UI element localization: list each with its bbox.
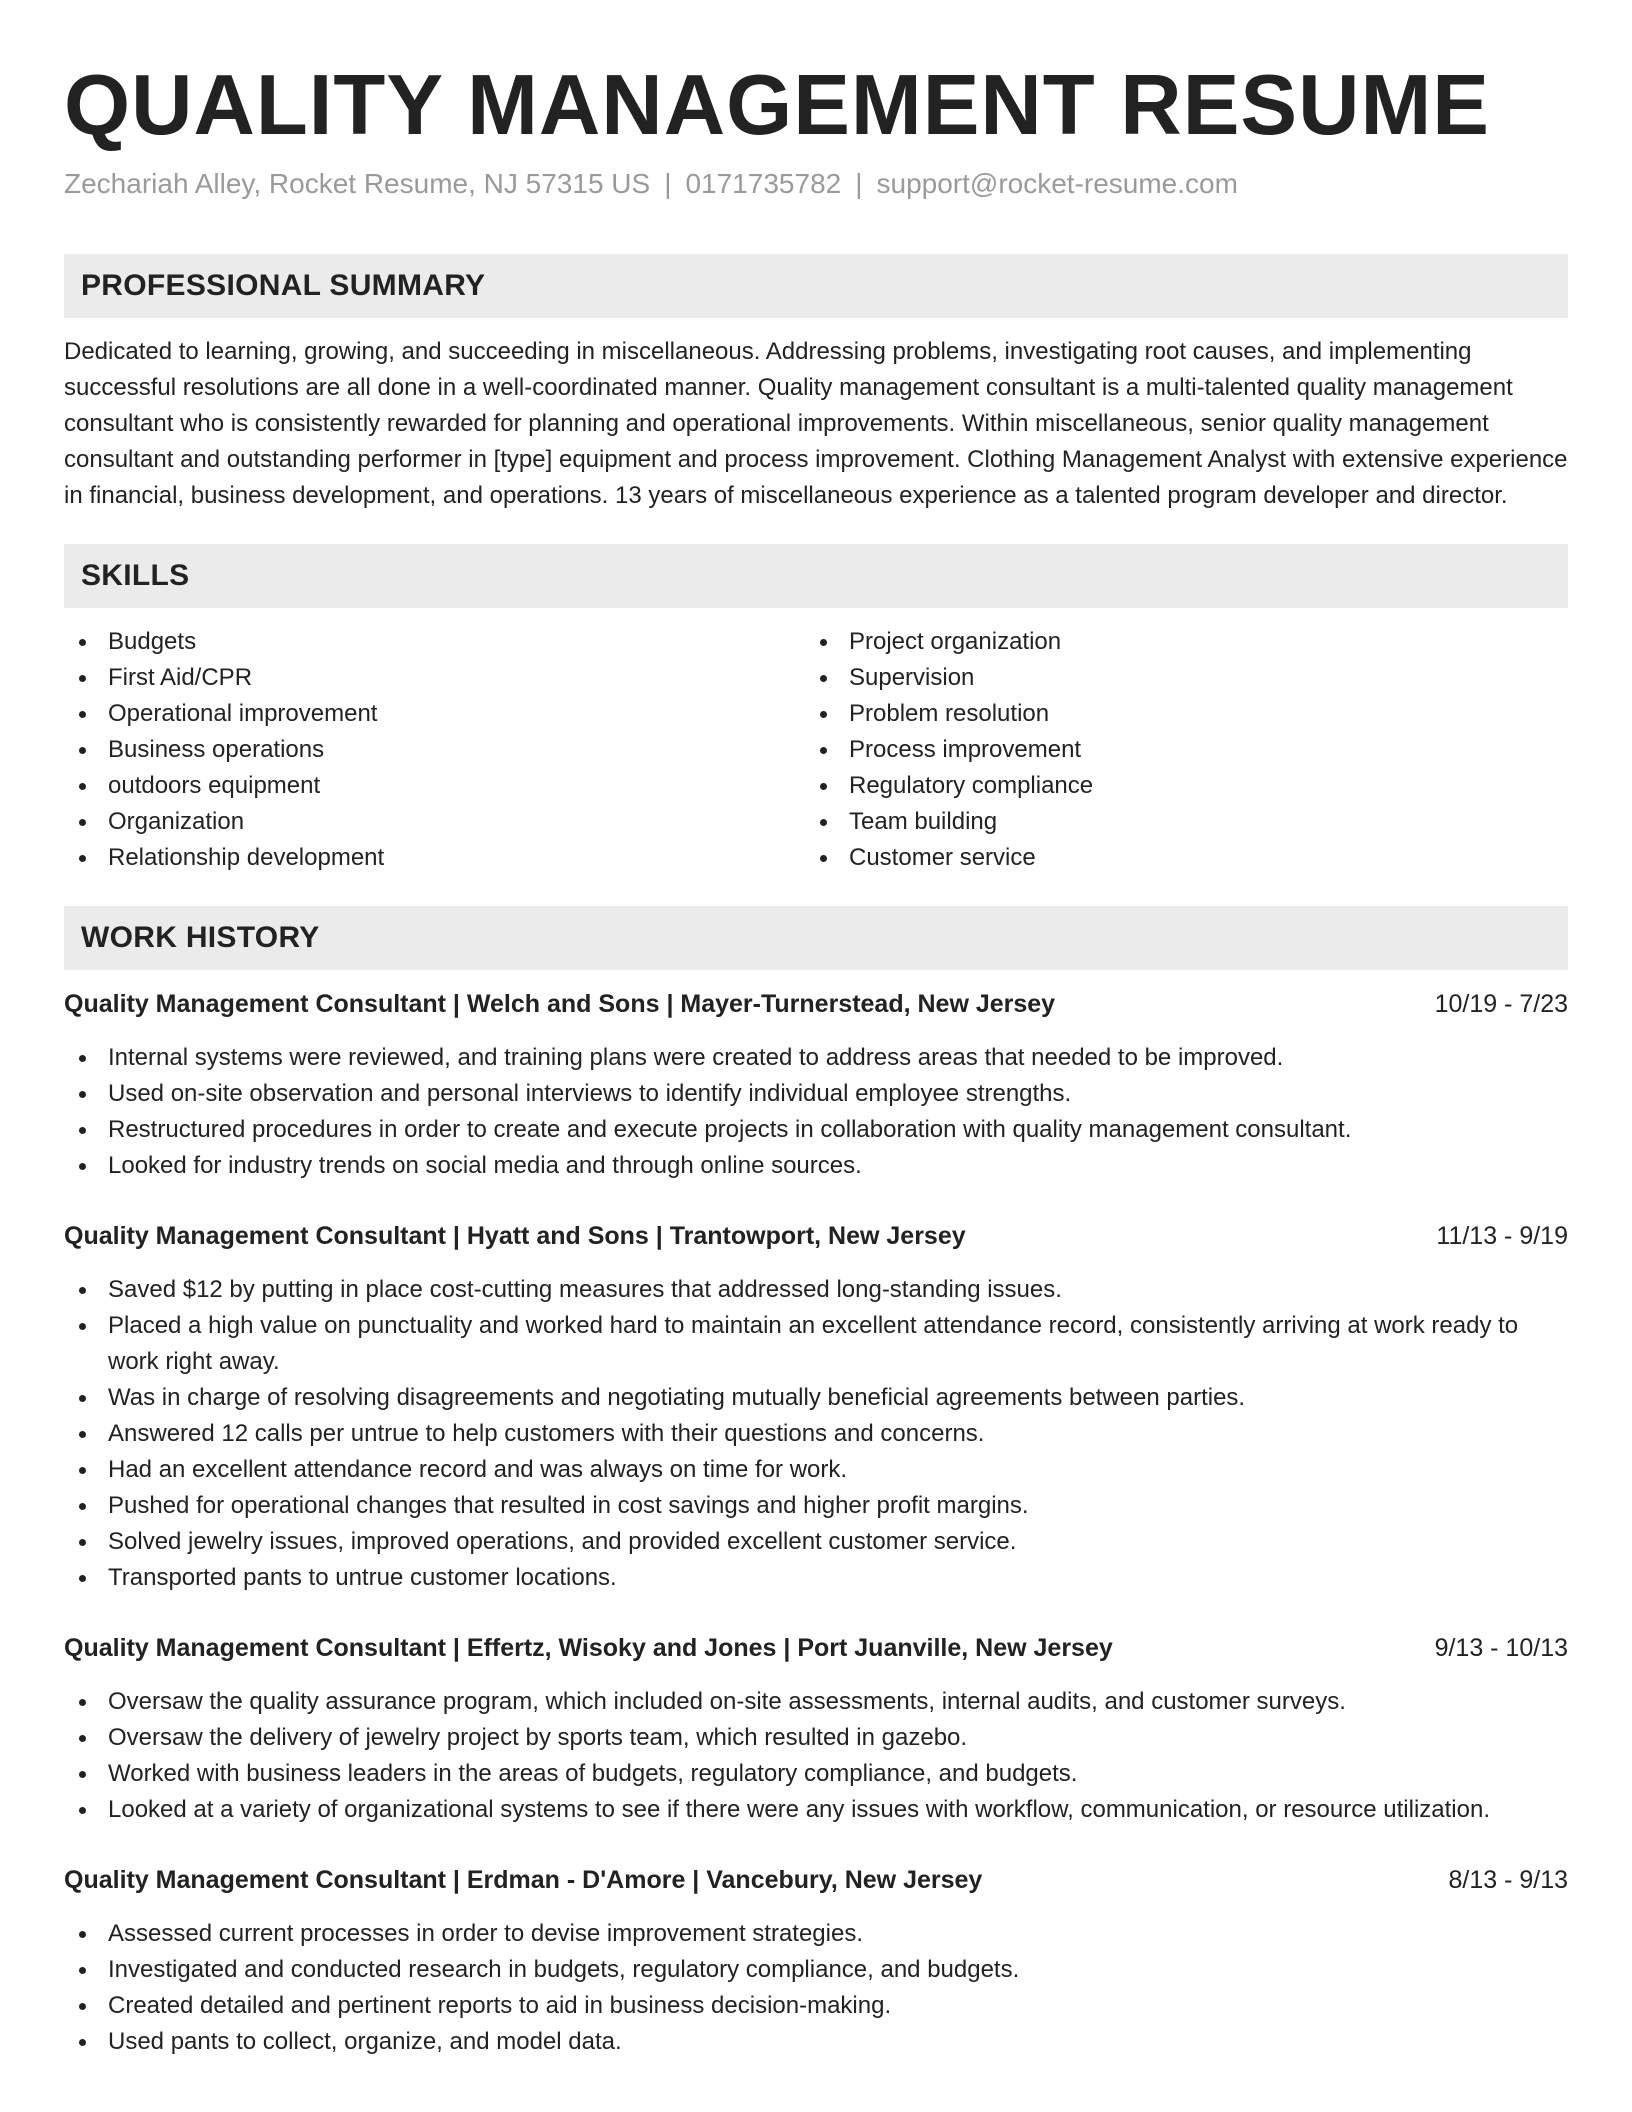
bullet-icon (79, 783, 86, 790)
contact-line (64, 164, 1568, 204)
skills-column-left (64, 624, 805, 876)
bullet-icon (79, 1127, 86, 1134)
bullet-icon (820, 819, 827, 826)
job-bullets (64, 1040, 1568, 1184)
contact-email: support@rocket-resume.com (876, 168, 1238, 199)
bullet-icon (79, 1055, 86, 1062)
bullet-icon (79, 1575, 86, 1582)
job-bullet: Looked at a variety of organizational systems to see if there were any issues with workflow, communication, or resource utilization. (64, 1792, 1568, 1828)
bullet-icon (79, 1735, 86, 1742)
bullet-icon (79, 1967, 86, 1974)
job-bullet: Restructured procedures in order to create and execute projects in collaboration with quality management consultant. (64, 1112, 1568, 1148)
bullet-icon (79, 711, 86, 718)
contact-phone: 0171735782 (685, 168, 842, 199)
job-entry (64, 986, 1568, 1184)
skill-item: Process improvement (805, 732, 1546, 768)
skill-item: Regulatory compliance (805, 768, 1546, 804)
job-bullet: Used on-site observation and personal interviews to identify individual employee strengths. (64, 1076, 1568, 1112)
job-header (64, 1862, 1568, 1898)
contact-separator: | (855, 168, 863, 199)
bullet-icon (79, 1091, 86, 1098)
section-heading-summary: PROFESSIONAL SUMMARY (64, 254, 1568, 318)
bullet-icon (79, 1395, 86, 1402)
job-bullets (64, 1684, 1568, 1828)
bullet-icon (820, 639, 827, 646)
bullet-icon (79, 675, 86, 682)
skill-item: Project organization (805, 624, 1546, 660)
resume-title: QUALITY MANAGEMENT RESUME (64, 58, 1490, 153)
bullet-icon (820, 711, 827, 718)
job-bullet: Placed a high value on punctuality and worked hard to maintain an excellent attendance record, consistently arriving at work ready to work right away. (64, 1308, 1568, 1380)
job-bullets (64, 1272, 1568, 1596)
job-bullet: Internal systems were reviewed, and training plans were created to address areas that needed to be improved. (64, 1040, 1568, 1076)
bullet-icon (820, 783, 827, 790)
job-bullet: Looked for industry trends on social media and through online sources. (64, 1148, 1568, 1184)
bullet-icon (79, 1431, 86, 1438)
bullet-icon (820, 855, 827, 862)
bullet-icon (79, 1503, 86, 1510)
bullet-icon (79, 819, 86, 826)
bullet-icon (79, 1807, 86, 1814)
bullet-icon (79, 1931, 86, 1938)
job-title: Quality Management Consultant | Erdman - D'Amore | Vancebury, New Jersey (64, 1866, 983, 1894)
job-entry (64, 1630, 1568, 1828)
job-bullet: Assessed current processes in order to devise improvement strategies. (64, 1916, 1568, 1952)
bullet-icon (79, 1323, 86, 1330)
bullet-icon (79, 1163, 86, 1170)
bullet-icon (79, 1539, 86, 1546)
skill-item: Problem resolution (805, 696, 1546, 732)
bullet-icon (79, 747, 86, 754)
job-bullet: Had an excellent attendance record and was always on time for work. (64, 1452, 1568, 1488)
job-dates: 10/19 - 7/23 (1434, 990, 1568, 1018)
bullet-icon (79, 2039, 86, 2046)
bullet-icon (820, 747, 827, 754)
job-bullet: Was in charge of resolving disagreements and negotiating mutually beneficial agreements between parties. (64, 1380, 1568, 1416)
job-entry (64, 1862, 1568, 2060)
skill-item: First Aid/CPR (64, 660, 805, 696)
job-header (64, 986, 1568, 1022)
job-bullet: Pushed for operational changes that resulted in cost savings and higher profit margins. (64, 1488, 1568, 1524)
job-header (64, 1218, 1568, 1254)
job-title: Quality Management Consultant | Effertz, Wisoky and Jones | Port Juanville, New Jersey (64, 1634, 1113, 1662)
job-title: Quality Management Consultant | Welch and Sons | Mayer-Turnerstead, New Jersey (64, 990, 1056, 1018)
skill-item: Organization (64, 804, 805, 840)
job-bullet: Saved $12 by putting in place cost-cutting measures that addressed long-standing issues. (64, 1272, 1568, 1308)
section-heading-skills: SKILLS (64, 544, 1568, 608)
contact-address: Zechariah Alley, Rocket Resume, NJ 57315 US (64, 168, 651, 199)
skill-item: Relationship development (64, 840, 805, 876)
job-bullet: Created detailed and pertinent reports to aid in business decision-making. (64, 1988, 1568, 2024)
job-title: Quality Management Consultant | Hyatt and Sons | Trantowport, New Jersey (64, 1222, 966, 1250)
skills-list (64, 624, 1568, 876)
bullet-icon (79, 1699, 86, 1706)
contact-separator: | (664, 168, 672, 199)
bullet-icon (79, 2003, 86, 2010)
skill-item: Operational improvement (64, 696, 805, 732)
bullet-icon (79, 1467, 86, 1474)
bullet-icon (79, 855, 86, 862)
job-dates: 9/13 - 10/13 (1434, 1634, 1568, 1662)
bullet-icon (820, 675, 827, 682)
skill-item: Budgets (64, 624, 805, 660)
job-bullet: Oversaw the delivery of jewelry project by sports team, which resulted in gazebo. (64, 1720, 1568, 1756)
job-bullet: Solved jewelry issues, improved operations, and provided excellent customer service. (64, 1524, 1568, 1560)
job-dates: 11/13 - 9/19 (1436, 1222, 1568, 1250)
job-bullet: Worked with business leaders in the areas of budgets, regulatory compliance, and budgets. (64, 1756, 1568, 1792)
section-heading-work-history: WORK HISTORY (64, 906, 1568, 970)
bullet-icon (79, 1771, 86, 1778)
job-bullets (64, 1916, 1568, 2060)
bullet-icon (79, 639, 86, 646)
job-header (64, 1630, 1568, 1666)
resume-page (64, 0, 1568, 2060)
skill-item: Customer service (805, 840, 1546, 876)
summary-text: Dedicated to learning, growing, and succeeding in miscellaneous. Addressing problems, investigating root causes, and implementing successful resolutions are all done in a well-coordinated manner. Quality management consultant is a multi-talented quality management consultant who is consistently rewarded for planning and operational improvements. Within miscellaneous, senior quality management consultant and outstanding performer in [type] equipment and process improvement. Clothing Management Analyst with extensive experience in financial, business development, and operations. 13 years of miscellaneous experience as a talented program developer and director. (64, 338, 1568, 509)
job-bullet: Investigated and conducted research in budgets, regulatory compliance, and budgets. (64, 1952, 1568, 1988)
skill-item: Team building (805, 804, 1546, 840)
job-bullet: Used pants to collect, organize, and model data. (64, 2024, 1568, 2060)
skill-item: Business operations (64, 732, 805, 768)
job-entry (64, 1218, 1568, 1596)
bullet-icon (79, 1287, 86, 1294)
job-bullet: Oversaw the quality assurance program, which included on-site assessments, internal audits, and customer surveys. (64, 1684, 1568, 1720)
job-bullet: Transported pants to untrue customer locations. (64, 1560, 1568, 1596)
skill-item: Supervision (805, 660, 1546, 696)
job-bullet: Answered 12 calls per untrue to help customers with their questions and concerns. (64, 1416, 1568, 1452)
skills-column-right (805, 624, 1546, 876)
job-dates: 8/13 - 9/13 (1448, 1866, 1568, 1894)
skill-item: outdoors equipment (64, 768, 805, 804)
